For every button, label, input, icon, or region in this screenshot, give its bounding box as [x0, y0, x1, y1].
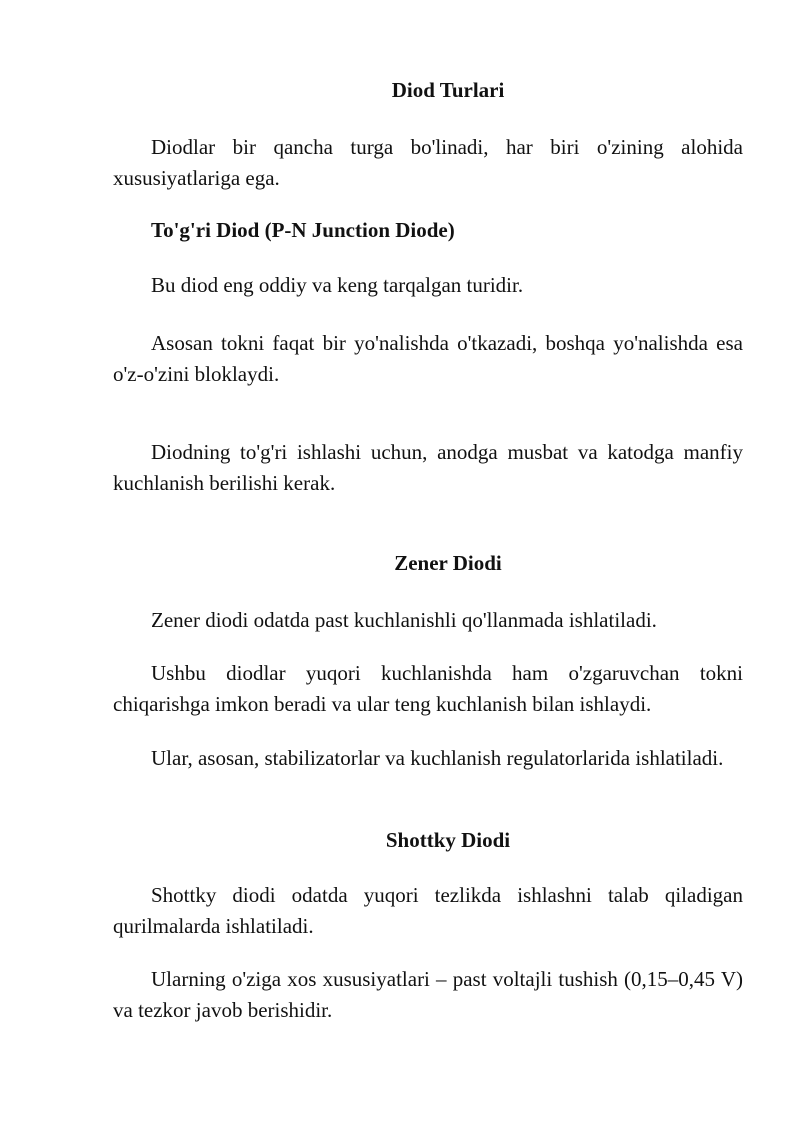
- subtitle-pn-junction: To'g'ri Diod (P-N Junction Diode): [151, 218, 455, 242]
- paragraph-shottky-2: Ularning o'ziga xos xususiyatlari – past voltajli tushish (0,15–0,45 V) va tezkor javob berishidir.: [113, 967, 743, 1022]
- intro-paragraph: Diodlar bir qancha turga bo'linadi, har biri o'zining alohida xususiyatlariga ega.: [113, 135, 743, 190]
- section-title-diod-turlari: Diod Turlari: [391, 78, 505, 102]
- section-title-shottky: Shottky Diodi: [385, 828, 511, 852]
- paragraph-pn-1: Bu diod eng oddiy va keng tarqalgan turidir.: [151, 273, 524, 297]
- paragraph-zener-3: Ular, asosan, stabilizatorlar va kuchlanish regulatorlarida ishlatiladi.: [151, 746, 724, 770]
- paragraph-zener-2: Ushbu diodlar yuqori kuchlanishda ham o'zgaruvchan tokni chiqarishga imkon beradi va ular teng kuchlanish bilan ishlaydi.: [113, 661, 743, 716]
- paragraph-pn-3: Diodning to'g'ri ishlashi uchun, anodga musbat va katodga manfiy kuchlanish berilishi kerak.: [113, 440, 743, 495]
- section-title-zener: Zener Diodi: [394, 551, 502, 575]
- paragraph-zener-1: Zener diodi odatda past kuchlanishli qo'llanmada ishlatiladi.: [151, 608, 657, 632]
- paragraph-pn-2: Asosan tokni faqat bir yo'nalishda o'tkazadi, boshqa yo'nalishda esa o'z-o'zini bloklaydi.: [113, 331, 743, 386]
- paragraph-shottky-1: Shottky diodi odatda yuqori tezlikda ishlashni talab qiladigan qurilmalarda ishlatiladi.: [113, 883, 743, 938]
